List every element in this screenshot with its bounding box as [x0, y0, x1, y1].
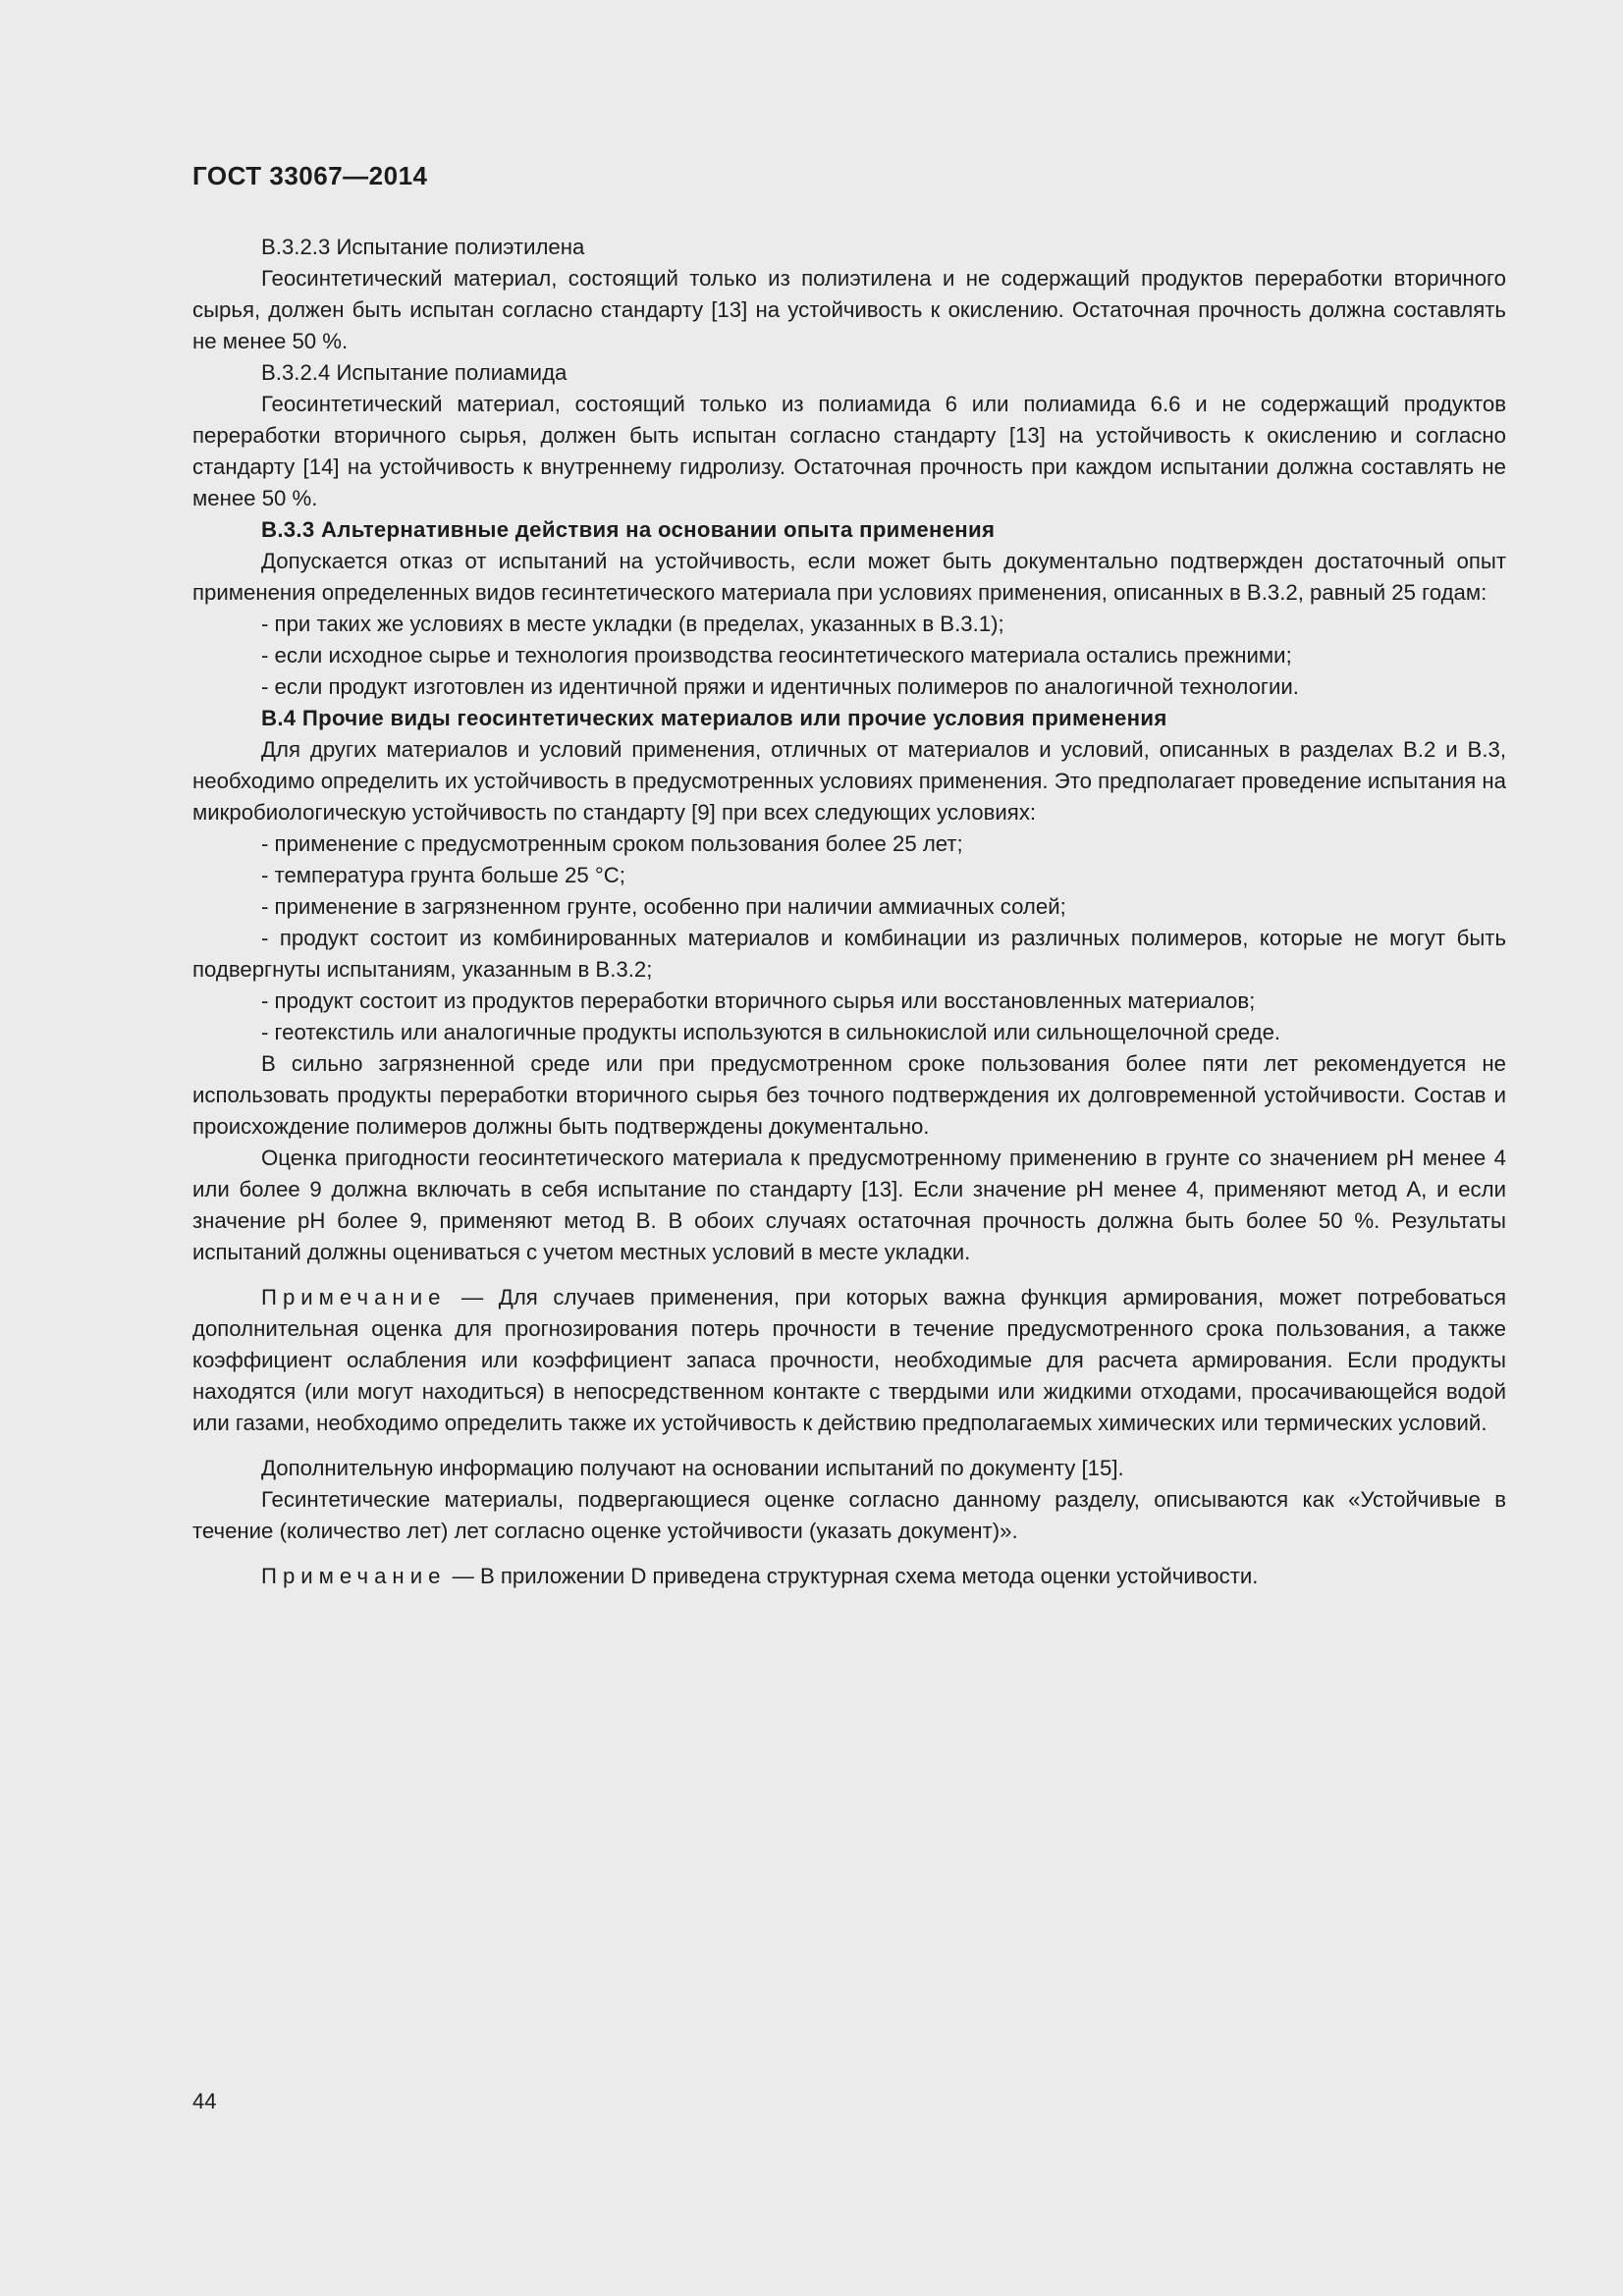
paragraph: Оценка пригодности геосинтетического материала к предусмотренному применению в грунте со значением рН менее 4 или более 9 должна включать в себя испытание по стандарту [13]. Если значение рН менее 4, применяют метод А, и если значение рН более 9, применяют метод В. В обоих случаях остаточная прочность должна быть более 50 %. Результаты испытаний должны оцениваться с учетом местных условий в месте укладки. — [192, 1146, 1506, 1264]
list-item: - геотекстиль или аналогичные продукты используются в сильнокислой или сильнощелочной среде. — [261, 1020, 1281, 1044]
paragraph: Геосинтетический материал, состоящий только из полиэтилена и не содержащий продуктов переработки вторичного сырья, должен быть испытан согласно стандарту [13] на устойчивость к окислению. Остаточная прочность должна составлять не менее 50 %. — [192, 266, 1506, 353]
paragraph: Допускается отказ от испытаний на устойчивость, если может быть документально подтвержден достаточный опыт применения определенных видов гесинтетического материала при условиях применения, описанных в B.3.2, равный 25 годам: — [192, 549, 1506, 605]
section-b-3-3-heading: B.3.3 Альтернативные действия на основании опыта применения — [261, 517, 996, 542]
paragraph: Гесинтетические материалы, подвергающиеся оценке согласно данному разделу, описываются как «Устойчивые в течение (количество лет) лет согласно оценке устойчивости (указать документ)». — [192, 1487, 1506, 1543]
note-text: — В приложении D приведена структурная схема метода оценки устойчивости. — [446, 1564, 1259, 1588]
note-label: Примечание — [261, 1285, 447, 1309]
list-item: - если исходное сырье и технология производства геосинтетического материала остались прежними; — [261, 643, 1292, 667]
paragraph: Для других материалов и условий применения, отличных от материалов и условий, описанных в разделах B.2 и B.3, необходимо определить их устойчивость в предусмотренных условиях применения. Это предполагает проведение испытания на микробиологическую устойчивость по стандарту [9] при всех следующих условиях: — [192, 737, 1506, 825]
note-appendix-d — [192, 1561, 1506, 1592]
paragraph: В сильно загрязненной среде или при предусмотренном сроке пользования более пяти лет рекомендуется не использовать продукты переработки вторичного сырья без точного подтверждения их долговременной устойчивости. Состав и происхождение полимеров должны быть подтверждены документально. — [192, 1051, 1506, 1139]
document-body — [192, 232, 1506, 1606]
section-b-4-heading: B.4 Прочие виды геосинтетических материалов или прочие условия применения — [261, 706, 1167, 730]
document-header: ГОСТ 33067—2014 — [192, 161, 428, 190]
list-item: - температура грунта больше 25 °С; — [261, 863, 625, 887]
list-item: - при таких же условиях в месте укладки (в пределах, указанных в B.3.1); — [261, 612, 1004, 636]
note-text: — Для случаев применения, при которых важна функция армирования, может потребоваться дополнительная оценка для прогнозирования потерь прочности в течение предусмотренного срока пользования, а также коэффициент ослабления или коэффициент запаса прочности, необходимые для расчета армирования. Если продукты находятся (или могут находиться) в непосредственном контакте с твердыми или жидкими отходами, просачивающейся водой или газами, необходимо определить также их устойчивость к действию предполагаемых химических или термических условий. — [192, 1285, 1506, 1435]
list-item: - применение в загрязненном грунте, особенно при наличии аммиачных солей; — [261, 894, 1066, 919]
list-item: - продукт состоит из комбинированных материалов и комбинации из различных полимеров, которые не могут быть подвергнуты испытаниям, указанным в B.3.2; — [192, 926, 1506, 982]
paragraph: Геосинтетический материал, состоящий только из полиамида 6 или полиамида 6.6 и не содержащий продуктов переработки вторичного сырья, должен быть испытан согласно стандарту [13] на устойчивость к окислению и согласно стандарту [14] на устойчивость к внутреннему гидролизу. Остаточная прочность при каждом испытании должна составлять не менее 50 %. — [192, 392, 1506, 510]
subsection-b-3-2-4-title: B.3.2.4 Испытание полиамида — [261, 360, 568, 385]
paragraph: Дополнительную информацию получают на основании испытаний по документу [15]. — [261, 1456, 1124, 1480]
note-reinforcement — [192, 1282, 1506, 1439]
page-number: 44 — [192, 2089, 217, 2113]
subsection-b-3-2-3-title: B.3.2.3 Испытание полиэтилена — [261, 235, 585, 259]
note-label: Примечание — [261, 1564, 447, 1588]
list-item: - продукт состоит из продуктов переработки вторичного сырья или восстановленных материалов; — [261, 988, 1256, 1013]
list-item: - применение с предусмотренным сроком пользования более 25 лет; — [261, 831, 963, 856]
list-item: - если продукт изготовлен из идентичной пряжи и идентичных полимеров по аналогичной технологии. — [261, 674, 1299, 699]
